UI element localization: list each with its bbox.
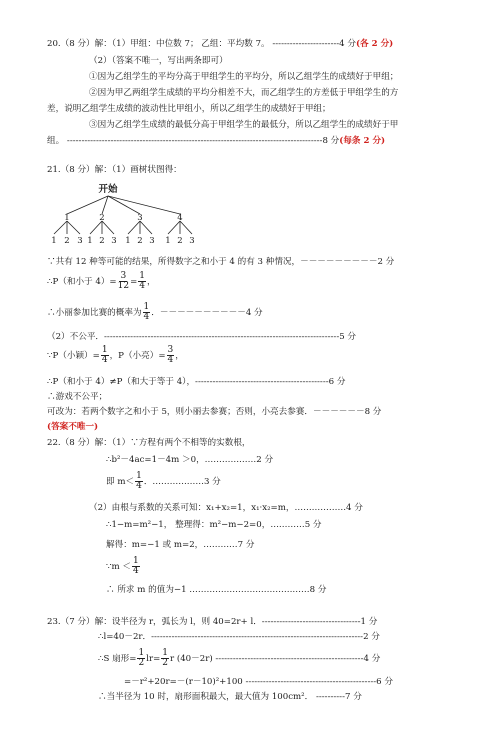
fraction [132,557,140,576]
fraction-den: 12 [117,281,130,291]
fraction-num: 1 [136,471,142,481]
fraction [135,472,143,491]
q21-line-1: 21.（8 分）解：（1）画树状图得： [47,165,182,175]
q21-line-5: （2）不公平．---------------------------------------------------------------------------------5 分 [47,332,357,342]
q22-line-6: 解得：m=−1 或 m=2，…………7 分 [106,540,255,550]
q21-line-6-post: ， [175,351,184,361]
fraction-den: 2 [162,658,169,668]
q20-line-2: （2）（答案不唯一，写出两条即可） [89,56,228,66]
tree-node-1: 1 [64,213,70,223]
fraction [143,303,151,322]
tree-leaf: 2 [137,236,143,246]
q20-line-5: 差，说明乙组学生成绩的波动性比甲组小，所以乙组学生的成绩好于甲组； [47,104,331,114]
q22-line-3-post: ．………………3 分 [143,477,221,487]
q21-line-3-post: ， [147,277,156,287]
fraction-den: 4 [167,355,174,365]
fraction-den: 4 [136,481,142,491]
q23-line-1: 23.（7 分）解：设半径为 r，弧长为 l，则 40=2r+ l．----------------------------------1 分 [47,617,378,627]
q20-line-3: ①因为乙组学生的平均分高于甲组学生的平均分，所以乙组学生的成绩好于甲组； [89,72,399,82]
q21-line-4-post: ．－－－－－－－－－－4 分 [151,308,263,318]
q21-line-4 [47,302,263,324]
q20-line-1-text: 20.（8 分）解：（1）甲组：中位数 7； 乙组：平均数 7。 -----------------------4 分 [47,39,356,49]
tree-node-2: 2 [99,213,105,223]
tree-node-3: 3 [137,213,143,223]
tree-leaf: 3 [77,236,83,246]
tree-node-4: 4 [177,213,183,223]
fraction [118,272,129,291]
tree-diagram [40,180,220,246]
q22-line-1: 22.（8 分）解：（1）∵方程有两个不相等的实数根， [47,438,251,448]
q21-line-8: ∴游戏不公平； [47,392,108,402]
q23-line-3 [98,648,380,670]
fraction-num: 1 [143,302,150,312]
tree-leaf: 1 [165,236,171,246]
q23-line-3-post: r (40－2r) ---------------------------------------------------4 分 [170,654,381,664]
fraction [101,346,109,365]
q23-line-2: ∴l=40－2r．-------------------------------------------------------------------------2 分 [98,632,380,642]
fraction-den: 4 [143,312,150,322]
q20-score-note-2: (每条 2 分) [339,136,386,146]
q22-line-7-pre: ∵m ＜ [106,562,131,572]
tree-leaf: 3 [189,236,195,246]
q21-line-9: 可改为：若两个数字之和小于 5，则小丽去参赛；否则，小亮去参赛．－－－－－－8 分 [47,407,382,417]
tree-leaf: 3 [111,236,117,246]
q21-line-2: ∵共有 12 种等可能的结果，所得数字之和小于 4 的有 3 种情况，－－－－－－－－－2 分 [47,257,395,267]
q21-line-6-mid: ，P（小亮）= [109,351,166,361]
q22-line-7 [106,556,141,578]
fraction-num: 1 [132,556,139,566]
q23-line-4: =－r²+20r=－(r－10)²+100 ---------------------------------------------6 分 [124,677,393,687]
fraction-num: 3 [120,271,127,281]
q22-line-4: （2）由根与系数的关系可知：x₁+x₂=1，x₁·x₂=m，………………4 分 [89,503,363,513]
q20-line-1 [47,39,393,50]
tree-root: 开始 [98,184,118,195]
q22-line-2: ∴b²－4ac=1－4m ＞0，………………2 分 [106,455,274,465]
tree-leaf: 2 [99,236,105,246]
fraction-num: 1 [101,345,108,355]
q21-line-6 [47,345,184,367]
q20-line-4: ②因为甲乙两组学生成绩的平均分相差不大，而乙组学生的方差低于甲组学生的方 [89,88,399,98]
fraction-den: 4 [101,355,108,365]
q21-answer-note: (答案不唯一) [47,422,99,432]
fraction [161,649,169,668]
fraction-num: 1 [162,648,169,658]
q21-line-6-pre: ∵P（小颖）= [47,351,100,361]
tree-leaf: 2 [177,236,183,246]
q23-line-3-pre: ∴S 扇形= [98,654,137,664]
fraction-den: 2 [138,658,145,668]
tree-leaf: 2 [64,236,70,246]
tree-leaf: 3 [149,236,155,246]
fraction-den: 4 [139,281,146,291]
fraction [137,649,145,668]
fraction-den: 4 [132,566,139,576]
q23-line-5: ∴当半径为 10 时，扇形面积最大，最大值为 100cm²． ----------7 分 [98,692,362,702]
fraction-num: 1 [139,271,146,281]
q22-line-3 [106,471,221,493]
q21-line-3-eq: = [130,277,138,287]
q21-line-3 [47,271,156,293]
tree-leaf: 1 [87,236,93,246]
q22-line-3-pre: 即 m＜ [106,477,135,487]
q20-score-note: (各 2 分) [355,39,394,49]
fraction-num: 1 [138,648,145,658]
fraction-num: 3 [167,345,174,355]
q22-line-8: ∴ 所求 m 的值为−1 ……………………………………8 分 [106,585,327,595]
q20-line-6: ③因为乙组学生成绩的最低分高于甲组学生的最低分，所以乙组学生的成绩好于甲 [89,120,399,130]
q21-line-7: ∴P（和小于 4）≠P（和大于等于 4），----------------------------------------------6 分 [47,377,346,387]
q21-line-3-pre: ∴P（和小于 4）= [47,277,117,287]
q21-line-4-pre: ∴小丽参加比赛的概率为 [47,308,142,318]
q22-line-5: ∴1−m=m²−1， 整理得：m²−m−2=0，…………5 分 [106,520,322,530]
tree-leaf: 1 [125,236,131,246]
tree-leaf: 1 [51,236,57,246]
q20-line-7 [47,136,385,147]
fraction [138,272,146,291]
q23-line-3-mid: lr= [146,654,161,664]
q20-line-7-text: 组。 ----------------------------------------------------------------------------------------8 分 [47,136,340,146]
fraction [167,346,175,365]
